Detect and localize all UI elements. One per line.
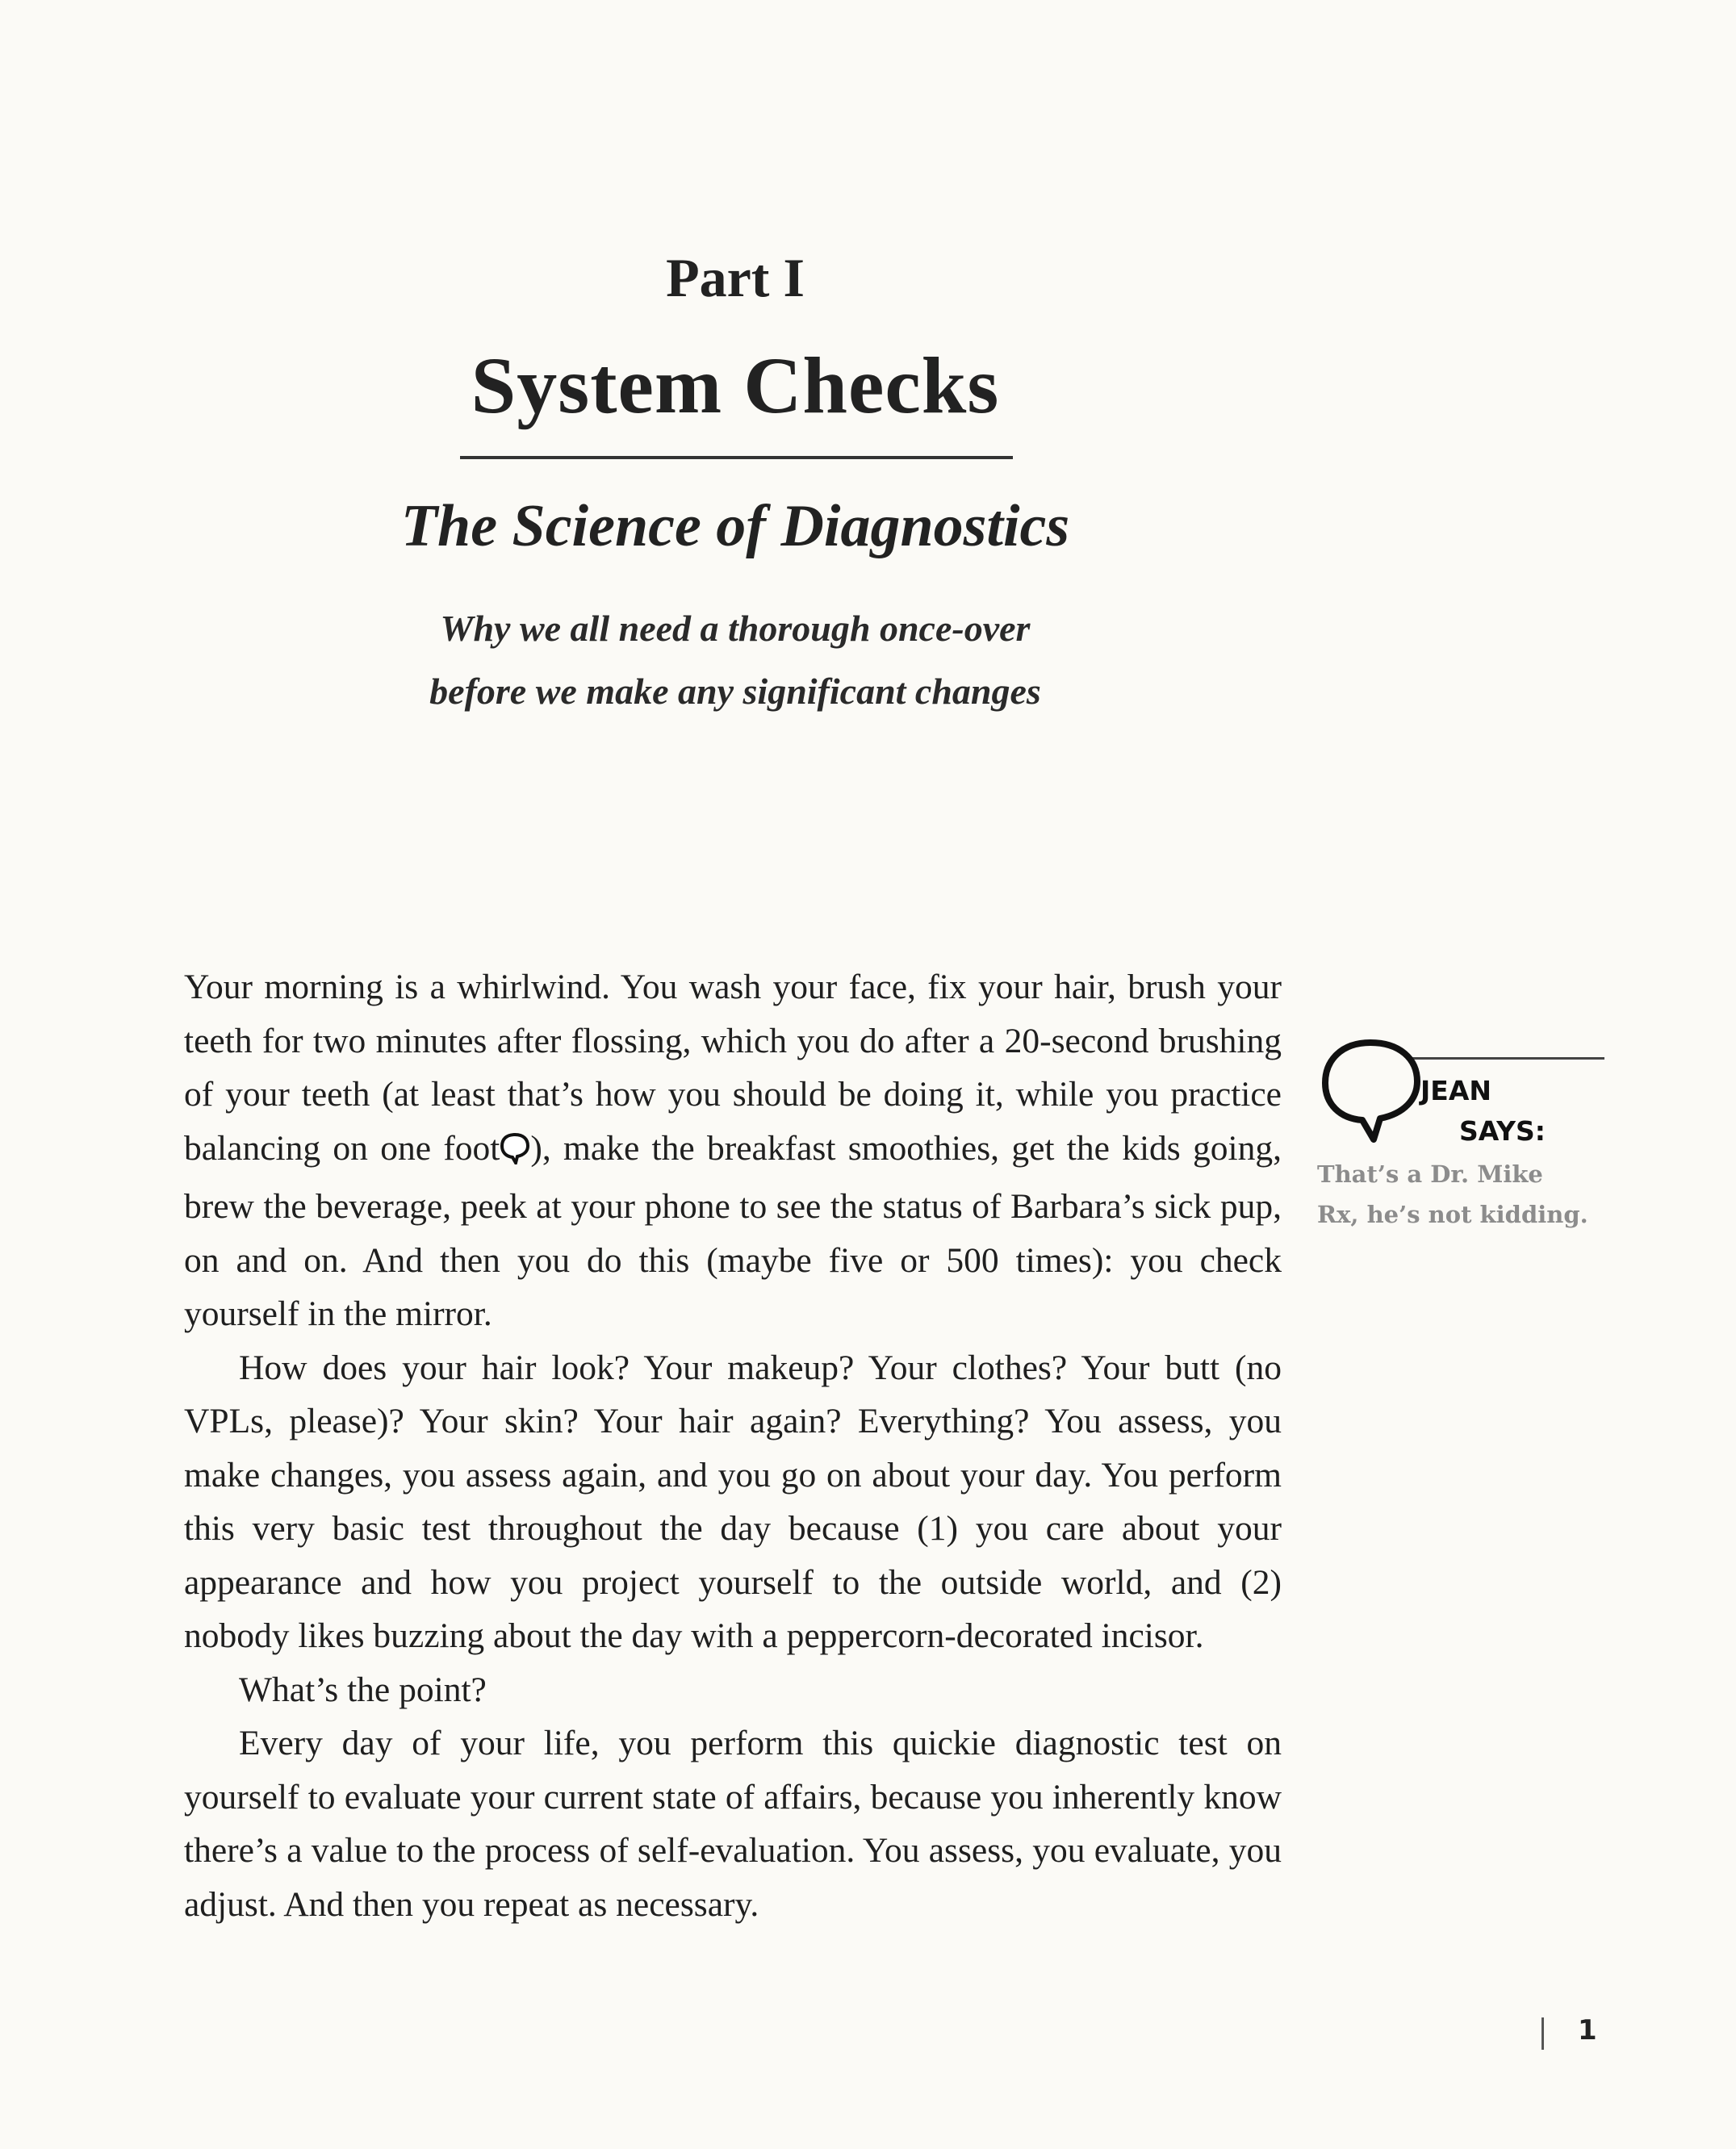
sidebar-says: SAYS: (1459, 1115, 1546, 1147)
sidebar-name: JEAN (1420, 1075, 1491, 1106)
paragraph-1-end: ), make the breakfast smoothies, get the kids going, brew the beverage, peek at your phone to see the status of Barbara’s sick pup, on and on. And then you do this (maybe five or 500 times): you check yourself in the mirror. (184, 1128, 1282, 1333)
jean-says-sidebar (1316, 1033, 1606, 1275)
paragraph-4: Every day of your life, you perform this quickie diagnostic test on yourself to evaluate your current state of affairs, because you inherently know there’s a value to the process of self-evaluation. You assess, you evaluate, you adjust. And then you repeat as necessary. (184, 1724, 1282, 1924)
speech-bubble-icon (1316, 1033, 1429, 1150)
section-subtitle (0, 597, 1470, 723)
part-title: System Checks (471, 341, 1000, 430)
paragraph-3: What’s the point? (239, 1670, 487, 1709)
title-divider (460, 456, 1013, 459)
subtitle-line-2: before we make any significant changes (429, 671, 1041, 712)
subtitle-line-1: Why we all need a thorough once-over (440, 608, 1031, 649)
folio-divider (1541, 2017, 1544, 2050)
paragraph-1-start: Your morning is a whirlwind. You wash your face, fix your hair, brush your teeth for two minutes after flossing, which you do after a 20-second brushing of your teeth (at least that’s how you should be doing it, while you practice balancing on one foot (184, 968, 1282, 1168)
body-text (184, 960, 1282, 1931)
paragraph-2: How does your hair look? Your makeup? Your clothes? Your butt (no VPLs, please)? Your skin? Your hair again? Everything? You assess, you make changes, you assess again, and you go on about your day. You perform this very basic test throughout the day because (1) you care about your appearance and how you project yourself to the outside world, and (2) nobody likes buzzing about the day with a peppercorn-decorated incisor. (184, 1348, 1282, 1655)
part-label: Part I (666, 247, 805, 308)
sidebar-quote: That’s a Dr. Mike Rx, he’s not kidding. (1317, 1160, 1588, 1228)
paragraph-1 (184, 960, 1282, 1341)
page-number: 1 (1578, 2014, 1597, 2047)
section-title: The Science of Diagnostics (400, 493, 1070, 559)
jean-says-inline-icon (500, 1127, 530, 1181)
